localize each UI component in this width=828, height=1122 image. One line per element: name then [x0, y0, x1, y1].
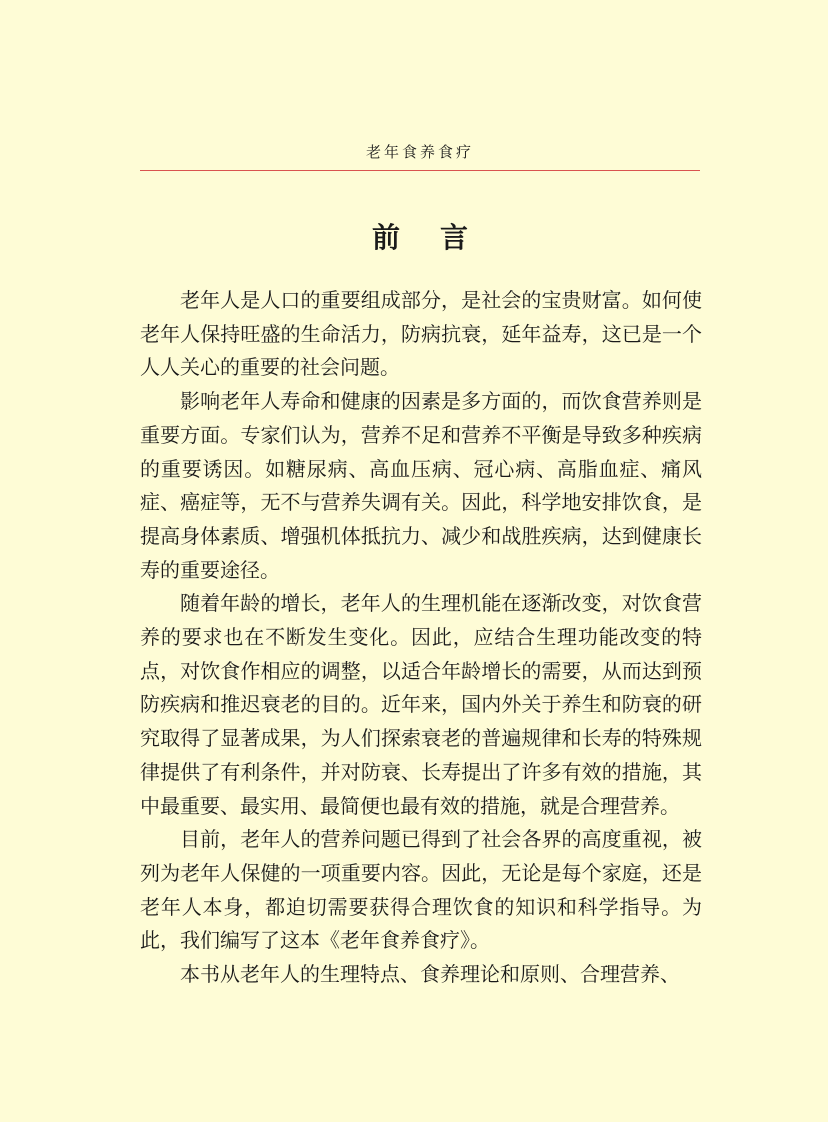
body-text	[140, 284, 702, 992]
header-rule	[140, 170, 700, 171]
paragraph-1: 老年人是人口的重要组成部分，是社会的宝贵财富。如何使老年人保持旺盛的生命活力，防病抗衰，延年益寿，这已是一个人人关心的重要的社会问题。	[140, 288, 702, 380]
chapter-title: 前言	[371, 221, 508, 254]
paragraph-2: 影响老年人寿命和健康的因素是多方面的，而饮食营养则是重要方面。专家们认为，营养不足和营养不平衡是导致多种疾病的重要诱因。如糖尿病、高血压病、冠心病、高脂血症、痛风症、癌症等，无不与营养失调有关。因此，科学地安排饮食，是提高身体素质、增强机体抵抗力、减少和战胜疾病，达到健康长寿的重要途径。	[140, 389, 702, 582]
paragraph-4: 目前，老年人的营养问题已得到了社会各界的高度重视，被列为老年人保健的一项重要内容。因此，无论是每个家庭，还是老年人本身，都迫切需要获得合理饮食的知识和科学指导。为此，我们编写了这本《老年食养食疗》。	[140, 827, 702, 953]
paragraph-5: 本书从老年人的生理特点、食养理论和原则、合理营养、	[180, 962, 680, 987]
paragraph-3: 随着年龄的增长，老年人的生理机能在逐渐改变，对饮食营养的要求也在不断发生变化。因此，应结合生理功能改变的特点，对饮食作相应的调整，以适合年龄增长的需要，从而达到预防疾病和推迟衰老的目的。近年来，国内外关于养生和防衰的研究取得了显著成果，为人们探索衰老的普遍规律和长寿的特殊规律提供了有利条件，并对防衰、长寿提出了许多有效的措施，其中最重要、最实用、最简便也最有效的措施，就是合理营养。	[140, 591, 702, 818]
running-header: 老年食养食疗	[365, 143, 474, 161]
